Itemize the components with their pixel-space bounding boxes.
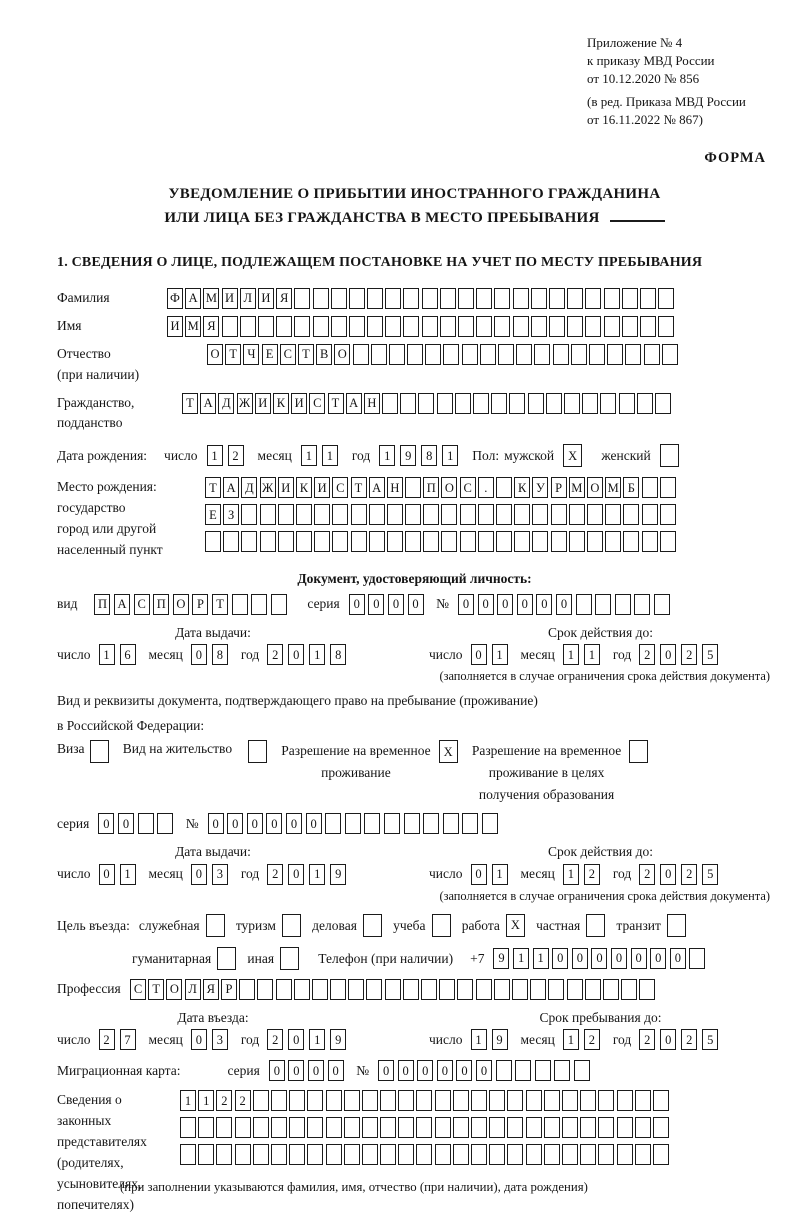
phone-prefix: +7 [470,950,485,966]
residence-validity-note: (заполняется в случае ограничения срока действия документа) [439,888,770,903]
surname-row [57,288,772,309]
residence-doc-intro2: в Российской Федерации: [57,717,205,733]
stay-month-cells[interactable]: 1 2 [563,1029,605,1050]
doc-number-cells[interactable]: 0 0 0 0 0 0 [458,594,674,615]
purpose-private-checkbox[interactable] [586,914,607,937]
name-label: Имя [57,317,82,333]
identity-doc-row [57,594,772,615]
profession-label: Профессия [57,980,121,996]
temp-residence-edu-checkbox[interactable] [629,740,650,763]
residence-valid-day-cells[interactable]: 0 1 [471,864,513,885]
purpose-humanitarian-checkbox[interactable] [217,947,238,970]
entry-day-cells[interactable]: 2 7 [99,1029,141,1050]
birth-place-label: Место рождения: государство город или другой населенный пункт [57,479,163,558]
legal-reps-note: (при заполнении указываются фамилия, имя, отчество (при наличии), дата рождения) [120,1180,588,1195]
residence-doc-dates [57,843,772,904]
identity-doc-heading: Документ, удостоверяющий личность: [297,571,532,587]
residence-doc-intro1: Вид и реквизиты документа, подтверждающего право на пребывание (проживание) [57,693,538,709]
entry-date-col [57,1009,429,1051]
stay-until-boxes: число 1 9 месяц 1 2 год 2 0 2 5 [429,1029,772,1050]
purpose-other: иная [247,947,301,970]
sex-male-checkbox[interactable]: X [563,444,584,467]
phone-cells[interactable]: 9 1 1 0 0 0 0 0 0 0 [493,948,709,969]
entry-year-cells[interactable]: 2 0 1 9 [267,1029,351,1050]
residence-issue-month-cells[interactable]: 0 3 [191,864,233,885]
patronymic-label: Отчество (при наличии) [57,345,140,382]
residence-valid-year-cells[interactable]: 2 0 2 5 [639,864,723,885]
residence-issue-col [57,843,429,904]
doc-valid-heading: Срок действия до: [548,624,653,640]
residence-valid-heading: Срок действия до: [548,844,653,860]
day-label: число [164,448,198,464]
sex-female-label: женский [601,448,651,464]
migration-card-row [57,1060,772,1081]
temp-residence-checkbox[interactable]: X [439,740,460,763]
purpose-tourism-checkbox[interactable] [282,914,303,937]
temp-residence-edu-option [472,740,651,805]
residence-valid-col [429,843,772,904]
identity-doc-dates [57,624,772,685]
migration-card-label: Миграционная карта: [57,1063,181,1079]
legal-reps-row1-cells[interactable]: 1 1 2 2 [180,1090,671,1111]
surname-cells[interactable]: Ф А М И Л И Я [167,288,676,309]
residence-doc-series-row [57,813,772,834]
birth-day-cells[interactable]: 1 2 [207,445,249,466]
form-title-line2: ИЛИ ЛИЦА БЕЗ ГРАЖДАНСТВА В МЕСТО ПРЕБЫВАНИЯ [57,206,772,230]
profession-cells[interactable]: С Т О Л Я Р [130,979,657,1000]
profession-row [57,979,772,1000]
birth-place-row2-cells[interactable]: Е З [205,504,678,525]
number-label: № [436,596,450,612]
purpose-official: служебная [139,914,227,937]
forma-label: ФОРМА [704,149,766,166]
migration-series-cells[interactable]: 0 0 0 0 [269,1060,347,1081]
appendix-line: к приказу МВД России [587,52,715,68]
doc-type-cells[interactable]: П А С П О Р Т [94,594,290,615]
birth-place-row1-cells[interactable]: Т А Д Ж И К И С Т А Н П О С . К У Р М О М Б [205,477,678,498]
purpose-row2 [132,947,772,970]
citizenship-cells[interactable]: Т А Д Ж И К И С Т А Н [182,393,673,414]
temp-residence-edu-label: Разрешение на временное проживание в целях получения образования [471,743,622,802]
name-cells[interactable]: И М Я [167,316,676,337]
series-label: серия [307,596,340,612]
appendix-block [587,34,772,129]
amendment-line: от 16.11.2022 № 867) [587,111,704,127]
entry-month-cells[interactable]: 0 3 [191,1029,233,1050]
birth-place-row3-cells[interactable] [205,531,678,552]
doc-issue-boxes: число 1 6 месяц 0 8 год 2 0 1 8 [57,644,429,665]
purpose-business-checkbox[interactable] [363,914,384,937]
purpose-work: работа X [462,914,527,937]
patronymic-row [57,344,772,386]
phone-label: Телефон (при наличии) [318,950,454,966]
citizenship-row [57,393,772,435]
purpose-study-checkbox[interactable] [432,914,453,937]
title-blank-line [610,220,665,222]
residence-issue-boxes: число 0 1 месяц 0 3 год 2 0 1 9 [57,864,429,885]
residence-series-cells[interactable]: 0 0 [98,813,176,834]
legal-reps-row2-cells[interactable] [180,1117,671,1138]
migration-number-cells[interactable]: 0 0 0 0 0 0 [378,1060,594,1081]
month-label: месяц [257,448,292,464]
name-row [57,316,772,337]
legal-reps-label: Сведения о законных представителях (родителях, усыновителях, попечителях) [57,1092,147,1213]
birth-year-cells[interactable]: 1 9 8 1 [379,445,463,466]
birth-place-cells-block [205,477,678,552]
purpose-business: деловая [312,914,384,937]
residence-issue-heading: Дата выдачи: [175,844,251,860]
section1-heading: 1. СВЕДЕНИЯ О ЛИЦЕ, ПОДЛЕЖАЩЕМ ПОСТАНОВКЕ НА УЧЕТ ПО МЕСТУ ПРЕБЫВАНИЯ [57,254,703,270]
series-label: серия [57,815,90,831]
stay-until-heading: Срок пребывания до: [539,1009,662,1025]
residence-number-cells[interactable]: 0 0 0 0 0 0 [208,813,502,834]
purpose-work-checkbox[interactable]: X [506,914,527,937]
residence-issue-year-cells[interactable]: 2 0 1 9 [267,864,351,885]
form-title-line1: УВЕДОМЛЕНИЕ О ПРИБЫТИИ ИНОСТРАННОГО ГРАЖДАНИНА [168,185,661,202]
number-label: № [185,815,199,831]
residence-permit-checkbox[interactable] [248,740,269,763]
patronymic-cells[interactable]: О Т Ч Е С Т В О [207,344,680,365]
surname-label: Фамилия [57,289,110,305]
purpose-private: частная [536,914,607,937]
legal-reps-row3-cells[interactable] [180,1144,671,1165]
sex-male-label: мужской [504,448,555,464]
doc-issue-month-cells[interactable]: 0 8 [191,644,233,665]
doc-series-cells[interactable]: 0 0 0 0 [349,594,427,615]
residence-issue-day-cells[interactable]: 0 1 [99,864,141,885]
residence-permit-option [123,740,270,763]
purpose-transit: транзит [616,914,688,937]
series-label: серия [227,1063,260,1079]
sex-label: Пол: [472,448,500,464]
doc-type-label: вид [57,596,78,612]
doc-valid-year-cells[interactable]: 2 0 2 5 [639,644,723,665]
amendment-line: (в ред. Приказа МВД России [587,93,746,109]
temp-residence-option [281,740,460,783]
entry-dates [57,1009,772,1051]
visa-checkbox[interactable] [90,740,111,763]
temp-residence-label: Разрешение на временное проживание [281,743,431,780]
number-label: № [356,1063,370,1079]
stay-until-col [429,1009,772,1051]
form-title [57,182,772,230]
doc-validity-note: (заполняется в случае ограничения срока действия документа) [439,669,770,684]
entry-date-heading: Дата въезда: [177,1009,249,1025]
purpose-official-checkbox[interactable] [206,914,227,937]
residence-valid-month-cells[interactable]: 1 2 [563,864,605,885]
birth-place-row [57,477,772,561]
doc-issue-year-cells[interactable]: 2 0 1 8 [267,644,351,665]
purpose-transit-checkbox[interactable] [667,914,688,937]
year-label: год [351,448,371,464]
residence-permit-options [57,740,772,805]
purpose-other-checkbox[interactable] [280,947,301,970]
visa-label: Виза [57,741,85,757]
legal-reps-cells-block [120,1090,671,1196]
birth-date-row [57,444,772,467]
citizenship-label: Гражданство, подданство [57,394,135,431]
doc-issue-heading: Дата выдачи: [175,624,251,640]
legal-reps-row [57,1090,772,1216]
birth-date-label: Дата рождения: [57,448,148,464]
doc-valid-boxes: число 0 1 месяц 1 1 год 2 0 2 5 [429,644,772,665]
residence-permit-label: Вид на жительство [122,741,233,757]
entry-date-boxes: число 2 7 месяц 0 3 год 2 0 1 9 [57,1029,429,1050]
birth-month-cells[interactable]: 1 1 [301,445,343,466]
visa-option [57,740,111,763]
stay-day-cells[interactable]: 1 9 [471,1029,513,1050]
doc-valid-month-cells[interactable]: 1 1 [563,644,605,665]
sex-female-checkbox[interactable] [660,444,681,467]
purpose-humanitarian: гуманитарная [132,947,238,970]
appendix-line: от 10.12.2020 № 856 [587,70,700,86]
doc-issue-col [57,624,429,685]
residence-valid-boxes: число 0 1 месяц 1 2 год 2 0 2 5 [429,864,772,885]
doc-valid-day-cells[interactable]: 0 1 [471,644,513,665]
purpose-study: учеба [393,914,453,937]
appendix-line: Приложение № 4 [587,35,683,50]
purpose-label: Цель въезда: [57,917,130,933]
purpose-tourism: туризм [236,914,303,937]
doc-issue-day-cells[interactable]: 1 6 [99,644,141,665]
purpose-row1 [57,914,772,937]
stay-year-cells[interactable]: 2 0 2 5 [639,1029,723,1050]
doc-valid-col [429,624,772,685]
